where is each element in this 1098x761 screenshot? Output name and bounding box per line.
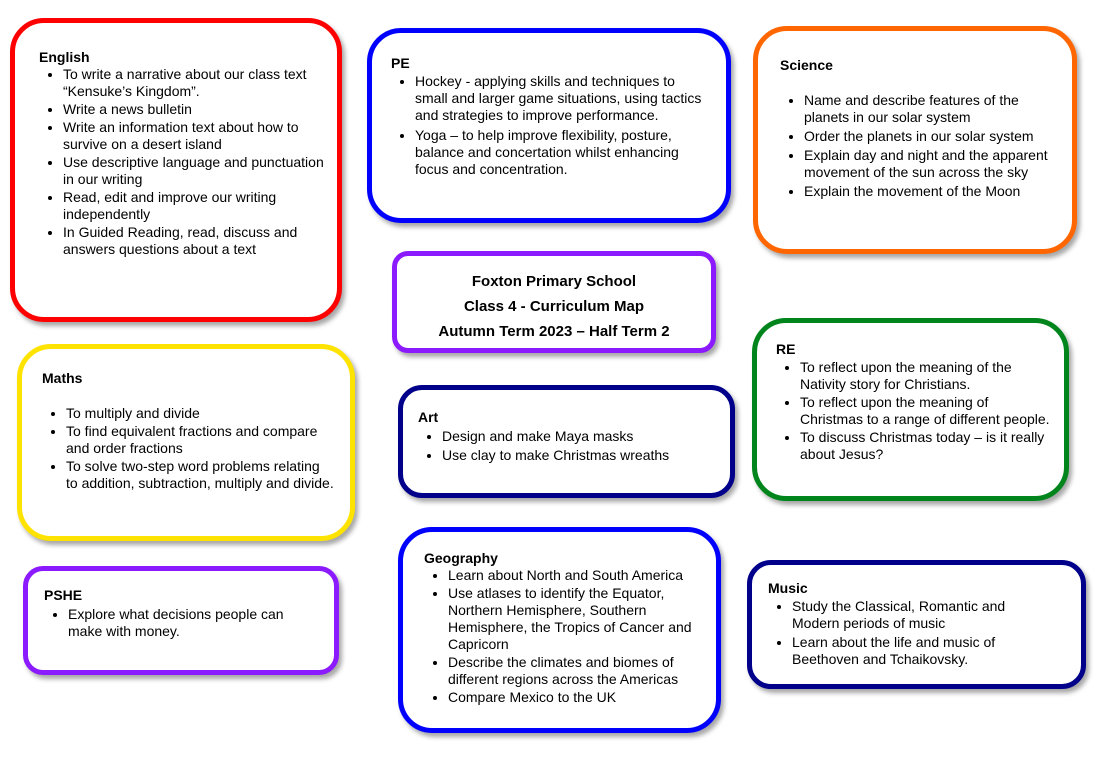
list-item: • In Guided Reading, read, discuss and answers questions about a text [63,224,333,258]
list-item: • To solve two-step word problems relating to addition, subtraction, multiply and divide. [66,458,334,492]
science-box [753,26,1077,254]
list-item: • To multiply and divide [66,405,334,422]
list-item: • To write a narrative about our class text “Kensuke’s Kingdom”. [63,66,333,100]
list-item: • Read, edit and improve our writing independently [63,189,333,223]
list-item: • Study the Classical, Romantic and Modern periods of music [792,598,1054,632]
geography-list [424,567,718,706]
maths-list [42,405,334,492]
list-item: • Yoga – to help improve flexibility, posture, balance and concertation whilst enhancing focus and concentration. [415,127,707,178]
list-item: • Learn about North and South America [448,567,718,584]
maths-box [17,344,355,541]
list-item: • Compare Mexico to the UK [448,689,718,706]
english-list [39,66,333,258]
pe-heading: PE [391,55,410,71]
pshe-box [23,566,339,675]
art-list [418,428,732,464]
pshe-heading: PSHE [44,587,83,603]
list-item: • Use descriptive language and punctuation in our writing [63,154,333,188]
list-item: • Write an information text about how to survive on a desert island [63,119,333,153]
list-item: • To reflect upon the meaning of the Nativity story for Christians. [800,359,1050,393]
list-item: • Explore what decisions people can make with money. [68,606,316,640]
list-item: • Learn about the life and music of Beethoven and Tchaikovsky. [792,634,1054,668]
geography-box [398,527,721,733]
term-title: Autumn Term 2023 – Half Term 2 [438,323,670,340]
list-item: • Describe the climates and biomes of different regions across the Americas [448,654,718,688]
music-list [768,598,1054,668]
pe-list [391,73,707,178]
list-item: • Hockey - applying skills and techniques to small and larger game situations, using tactics and strategies to improve performance. [415,73,707,124]
re-list [776,359,1050,463]
list-item: • To reflect upon the meaning of Christmas to a range of different people. [800,394,1050,428]
list-item: • Write a news bulletin [63,101,333,118]
list-item: • Use atlases to identify the Equator, Northern Hemisphere, Southern Hemisphere, the Tropics of Cancer and Capricorn [448,585,718,653]
art-heading: Art [418,409,439,425]
pe-box [367,28,731,223]
list-item: • Order the planets in our solar system [804,128,1062,145]
music-heading: Music [768,580,808,596]
title-box [392,251,716,353]
list-item: • Use clay to make Christmas wreaths [442,447,732,464]
pshe-list [44,606,316,640]
list-item: • To find equivalent fractions and compare and order fractions [66,423,334,457]
english-box [10,18,342,322]
school-name: Foxton Primary School [471,273,637,290]
list-item: • Explain day and night and the apparent movement of the sun across the sky [804,147,1062,181]
list-item: • To discuss Christmas today – is it really about Jesus? [800,429,1050,463]
science-heading: Science [780,57,833,73]
geography-heading: Geography [424,550,498,566]
list-item: • Design and make Maya masks [442,428,732,445]
english-heading: English [39,49,90,65]
art-box [398,385,735,498]
science-list [780,92,1062,200]
class-title: Class 4 - Curriculum Map [463,298,645,315]
re-box [752,318,1069,501]
list-item: • Name and describe features of the planets in our solar system [804,92,1062,126]
maths-heading: Maths [42,370,83,386]
music-box [747,560,1086,689]
list-item: • Explain the movement of the Moon [804,183,1062,200]
re-heading: RE [776,341,796,357]
